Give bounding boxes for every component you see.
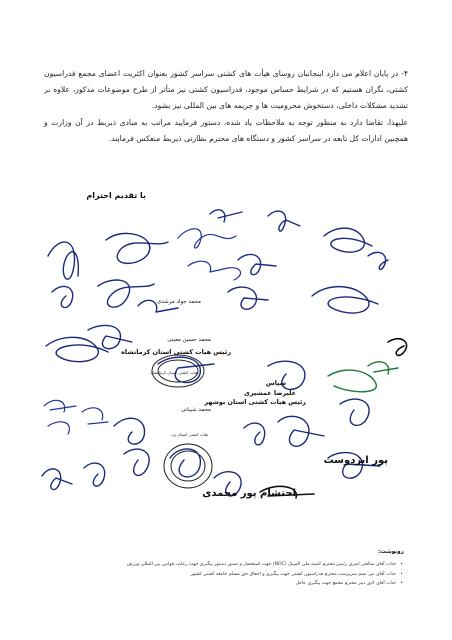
paragraph: علیهذا، تقاضا دارد به منظور توجه به ملاحظات یاد شده، دستور فرمایید مراتب به مبادی ذیربط در آن وزارت و همچنین ادارات کل تابعه در سراسر کشور و دستگاه های محترم نظارتی ذیربط منعکس فرمایند. xyxy=(44,117,408,143)
signature-stroke xyxy=(44,400,76,434)
salutation: با تقدیم احترام xyxy=(86,191,146,200)
footer-cc xyxy=(44,548,404,589)
signature-stroke xyxy=(312,287,378,313)
signature-stroke xyxy=(124,449,149,475)
signature-stroke xyxy=(388,339,407,356)
signature-stroke xyxy=(328,370,376,392)
signature-stroke xyxy=(368,252,388,269)
signature-stroke xyxy=(82,408,108,424)
signature-stroke xyxy=(340,399,369,425)
signature-stroke xyxy=(278,416,324,446)
cc-list xyxy=(44,560,404,589)
signature-stroke xyxy=(238,254,276,274)
signatory-name: محمد جواد مرشدی xyxy=(156,299,201,305)
signature-stroke xyxy=(244,423,265,445)
signatory-name: احتشام پور محمدی xyxy=(202,488,296,499)
signature-stroke xyxy=(114,418,145,444)
seal-text: هیات کشتی استان کرمانشاه xyxy=(150,370,198,375)
handwritten-signatures xyxy=(28,196,424,526)
signature-stroke xyxy=(48,242,78,279)
letter-body xyxy=(44,66,408,147)
signature-stroke xyxy=(52,286,73,307)
cc-title: رونوشت: xyxy=(378,549,404,555)
cc-item: • جناب آقای بنی تمیم سرپرست محترم فدراسیون کشتی جهت پیگیری و احقاق حق مسلم جامعه کشتی کشور xyxy=(44,570,396,580)
signatory-title: رئیس هیات کشتی استان کرمانشاه xyxy=(121,348,231,356)
signature-stroke xyxy=(188,261,241,280)
signature-stroke xyxy=(106,233,168,263)
signature-stroke xyxy=(98,280,154,307)
signatory-name: پور ایزدوست xyxy=(323,455,388,466)
signature-stroke xyxy=(46,337,108,361)
signature-stroke xyxy=(324,228,372,252)
signatory-name: محمد شیبانی xyxy=(180,407,211,413)
paragraph: ۴- در پایان اعلام می دارد اینجانبان روسای هیأت های کشتی سراسر کشور بعنوان اکثریت اعضای مجمع فدراسیون کشتی، نگران هستیم که در شرایط حساس موجود، فدراسیون کشتی نیز متأثر از طرح موضوعات مذکور، علاوه بر تشدید مشکلات داخلی، دستخوش محرومیت ها و جریمه های بین المللی نیز بشود. xyxy=(44,69,408,111)
cc-item: • جناب آقای لایق دبیر محترم مجمع جهت پیگیری عاجل xyxy=(44,579,396,589)
signatory-name: محمد حسین معینی xyxy=(167,337,211,343)
seal-text: هیات کشتی استان یزد xyxy=(170,432,208,437)
signatory-name: سپاس xyxy=(265,379,286,387)
signature-stroke xyxy=(210,210,242,222)
signatures-block xyxy=(28,196,424,526)
cc-item: • جناب آقای صالحی امیری رئیس محترم کمیته ملی المپیک (NOC) جهت استحضار و صدور دستور پیگیری جهت رعایت قوانین بین المللی ورزش xyxy=(44,560,396,570)
signature-stroke xyxy=(42,469,72,490)
signatory-title: رئیس هیات کشتی استان بوشهر xyxy=(204,398,306,406)
signature-stroke xyxy=(178,229,236,248)
signature-stroke xyxy=(84,463,105,486)
signatory-name: علیرضا عمشیری xyxy=(244,389,296,397)
signature-stroke xyxy=(268,211,300,231)
signature-stroke xyxy=(368,362,398,374)
signature-stroke xyxy=(228,287,268,309)
